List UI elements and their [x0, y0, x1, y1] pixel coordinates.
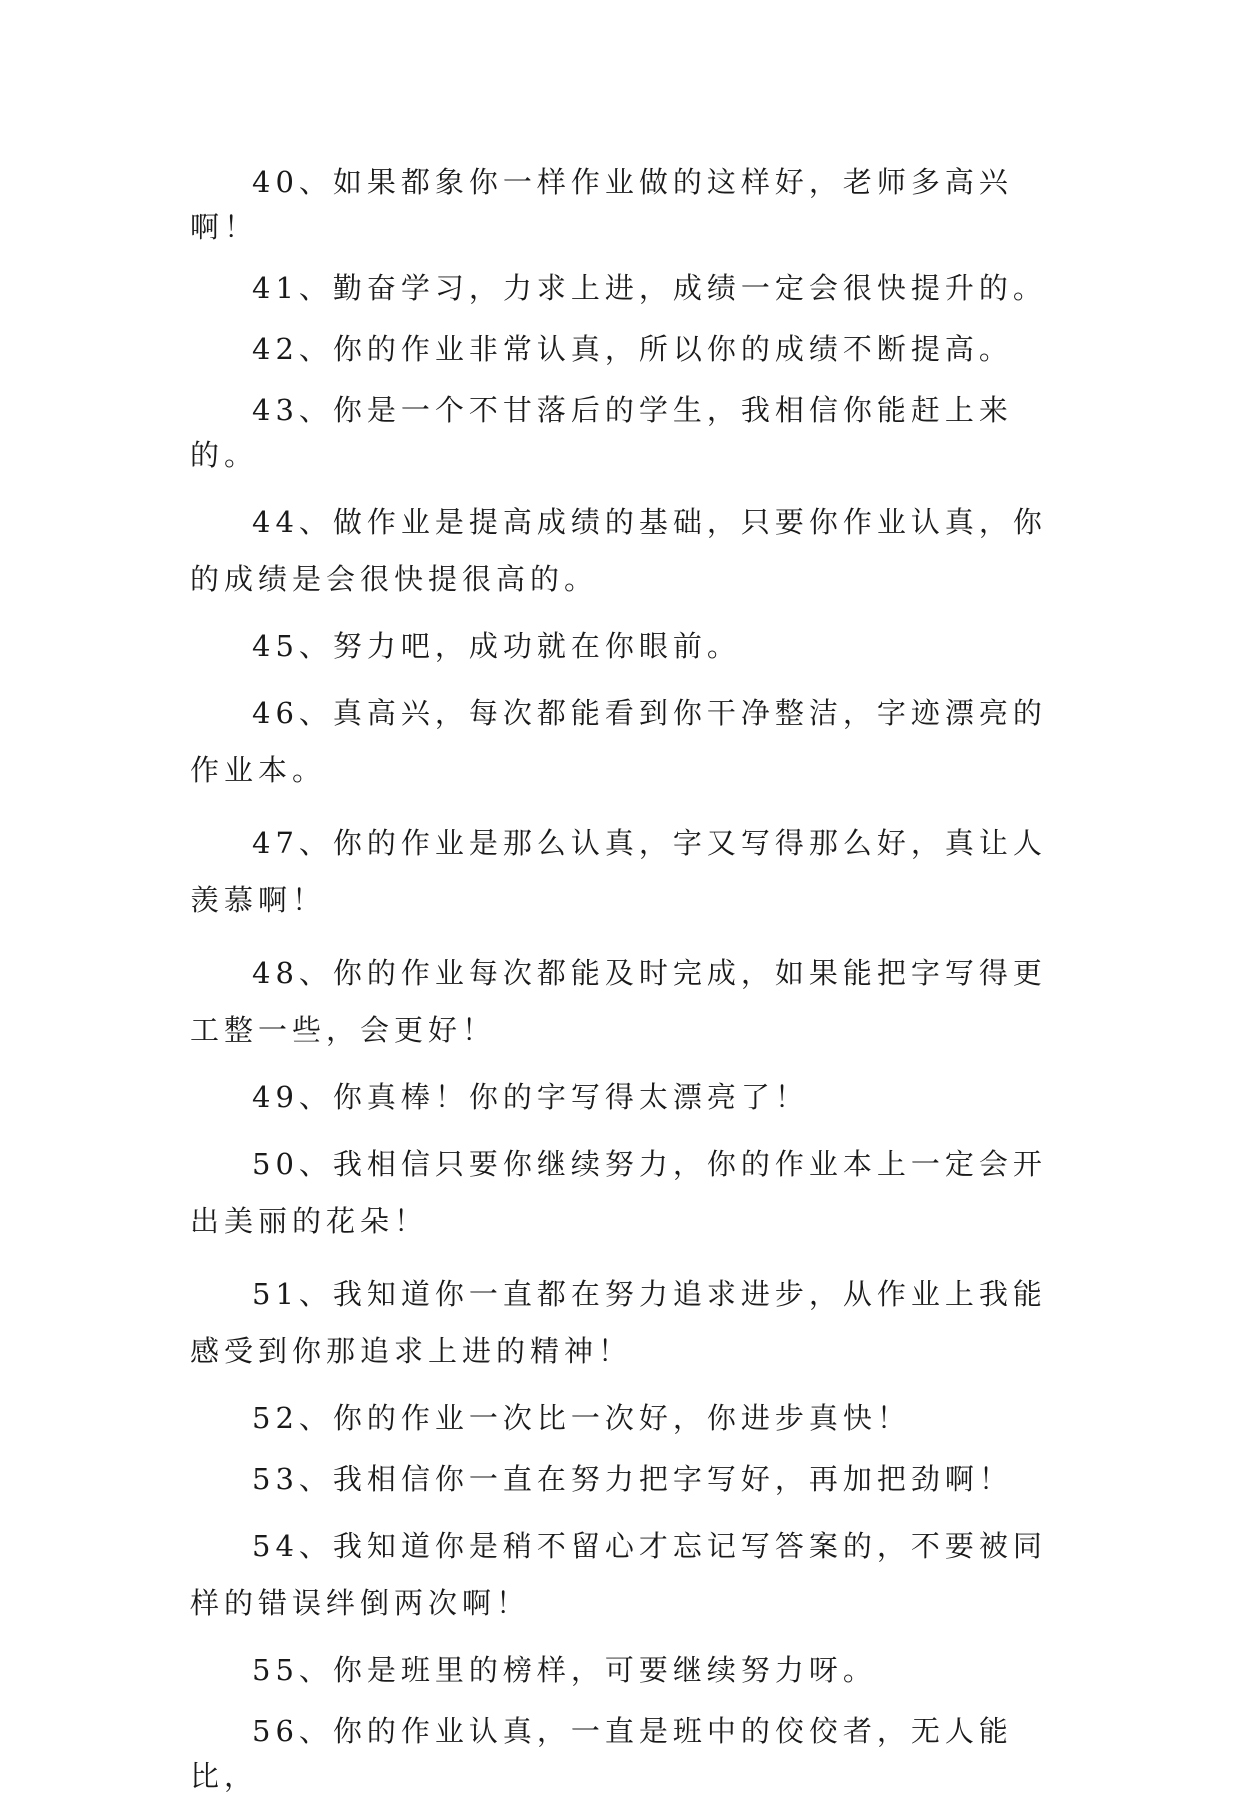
comment-item-52: 52、你的作业一次比一次好，你进步真快！ — [252, 1401, 911, 1435]
comment-item-53: 53、我相信你一直在努力把字写好，再加把劲啊！ — [252, 1462, 1013, 1496]
comment-item-44: 44、做作业是提高成绩的基础，只要你作业认真，你的成绩是会很快提很高的。 — [190, 505, 1047, 596]
comment-item-50: 50、我相信只要你继续努力，你的作业本上一定会开出美丽的花朵！ — [190, 1147, 1047, 1238]
comment-item-42: 42、你的作业非常认真，所以你的成绩不断提高。 — [252, 332, 1013, 366]
comment-item-55: 55、你是班里的榜样，可要继续努力呀。 — [252, 1653, 877, 1687]
comment-item-45: 45、努力吧，成功就在你眼前。 — [252, 629, 741, 663]
comment-item-47: 47、你的作业是那么认真，字又写得那么好，真让人羡慕啊！ — [190, 826, 1047, 917]
document-body — [190, 160, 1070, 1815]
comment-item-49: 49、你真棒！你的字写得太漂亮了！ — [252, 1080, 809, 1114]
comment-item-46: 46、真高兴，每次都能看到你干净整洁，字迹漂亮的作业本。 — [190, 696, 1047, 787]
comment-item-56: 56、你的作业认真，一直是班中的佼佼者，无人能比， — [190, 1714, 1013, 1793]
comment-item-48: 48、你的作业每次都能及时完成，如果能把字写得更工整一些，会更好！ — [190, 956, 1047, 1047]
comment-item-51: 51、我知道你一直都在努力追求进步，从作业上我能感受到你那追求上进的精神！ — [190, 1277, 1047, 1368]
comment-item-40: 40、如果都象你一样作业做的这样好，老师多高兴啊！ — [190, 165, 1013, 244]
comment-item-43: 43、你是一个不甘落后的学生，我相信你能赶上来的。 — [190, 393, 1013, 472]
comment-item-41: 41、勤奋学习，力求上进，成绩一定会很快提升的。 — [252, 271, 1047, 305]
comment-item-54: 54、我知道你是稍不留心才忘记写答案的，不要被同样的错误绊倒两次啊！ — [190, 1529, 1047, 1620]
